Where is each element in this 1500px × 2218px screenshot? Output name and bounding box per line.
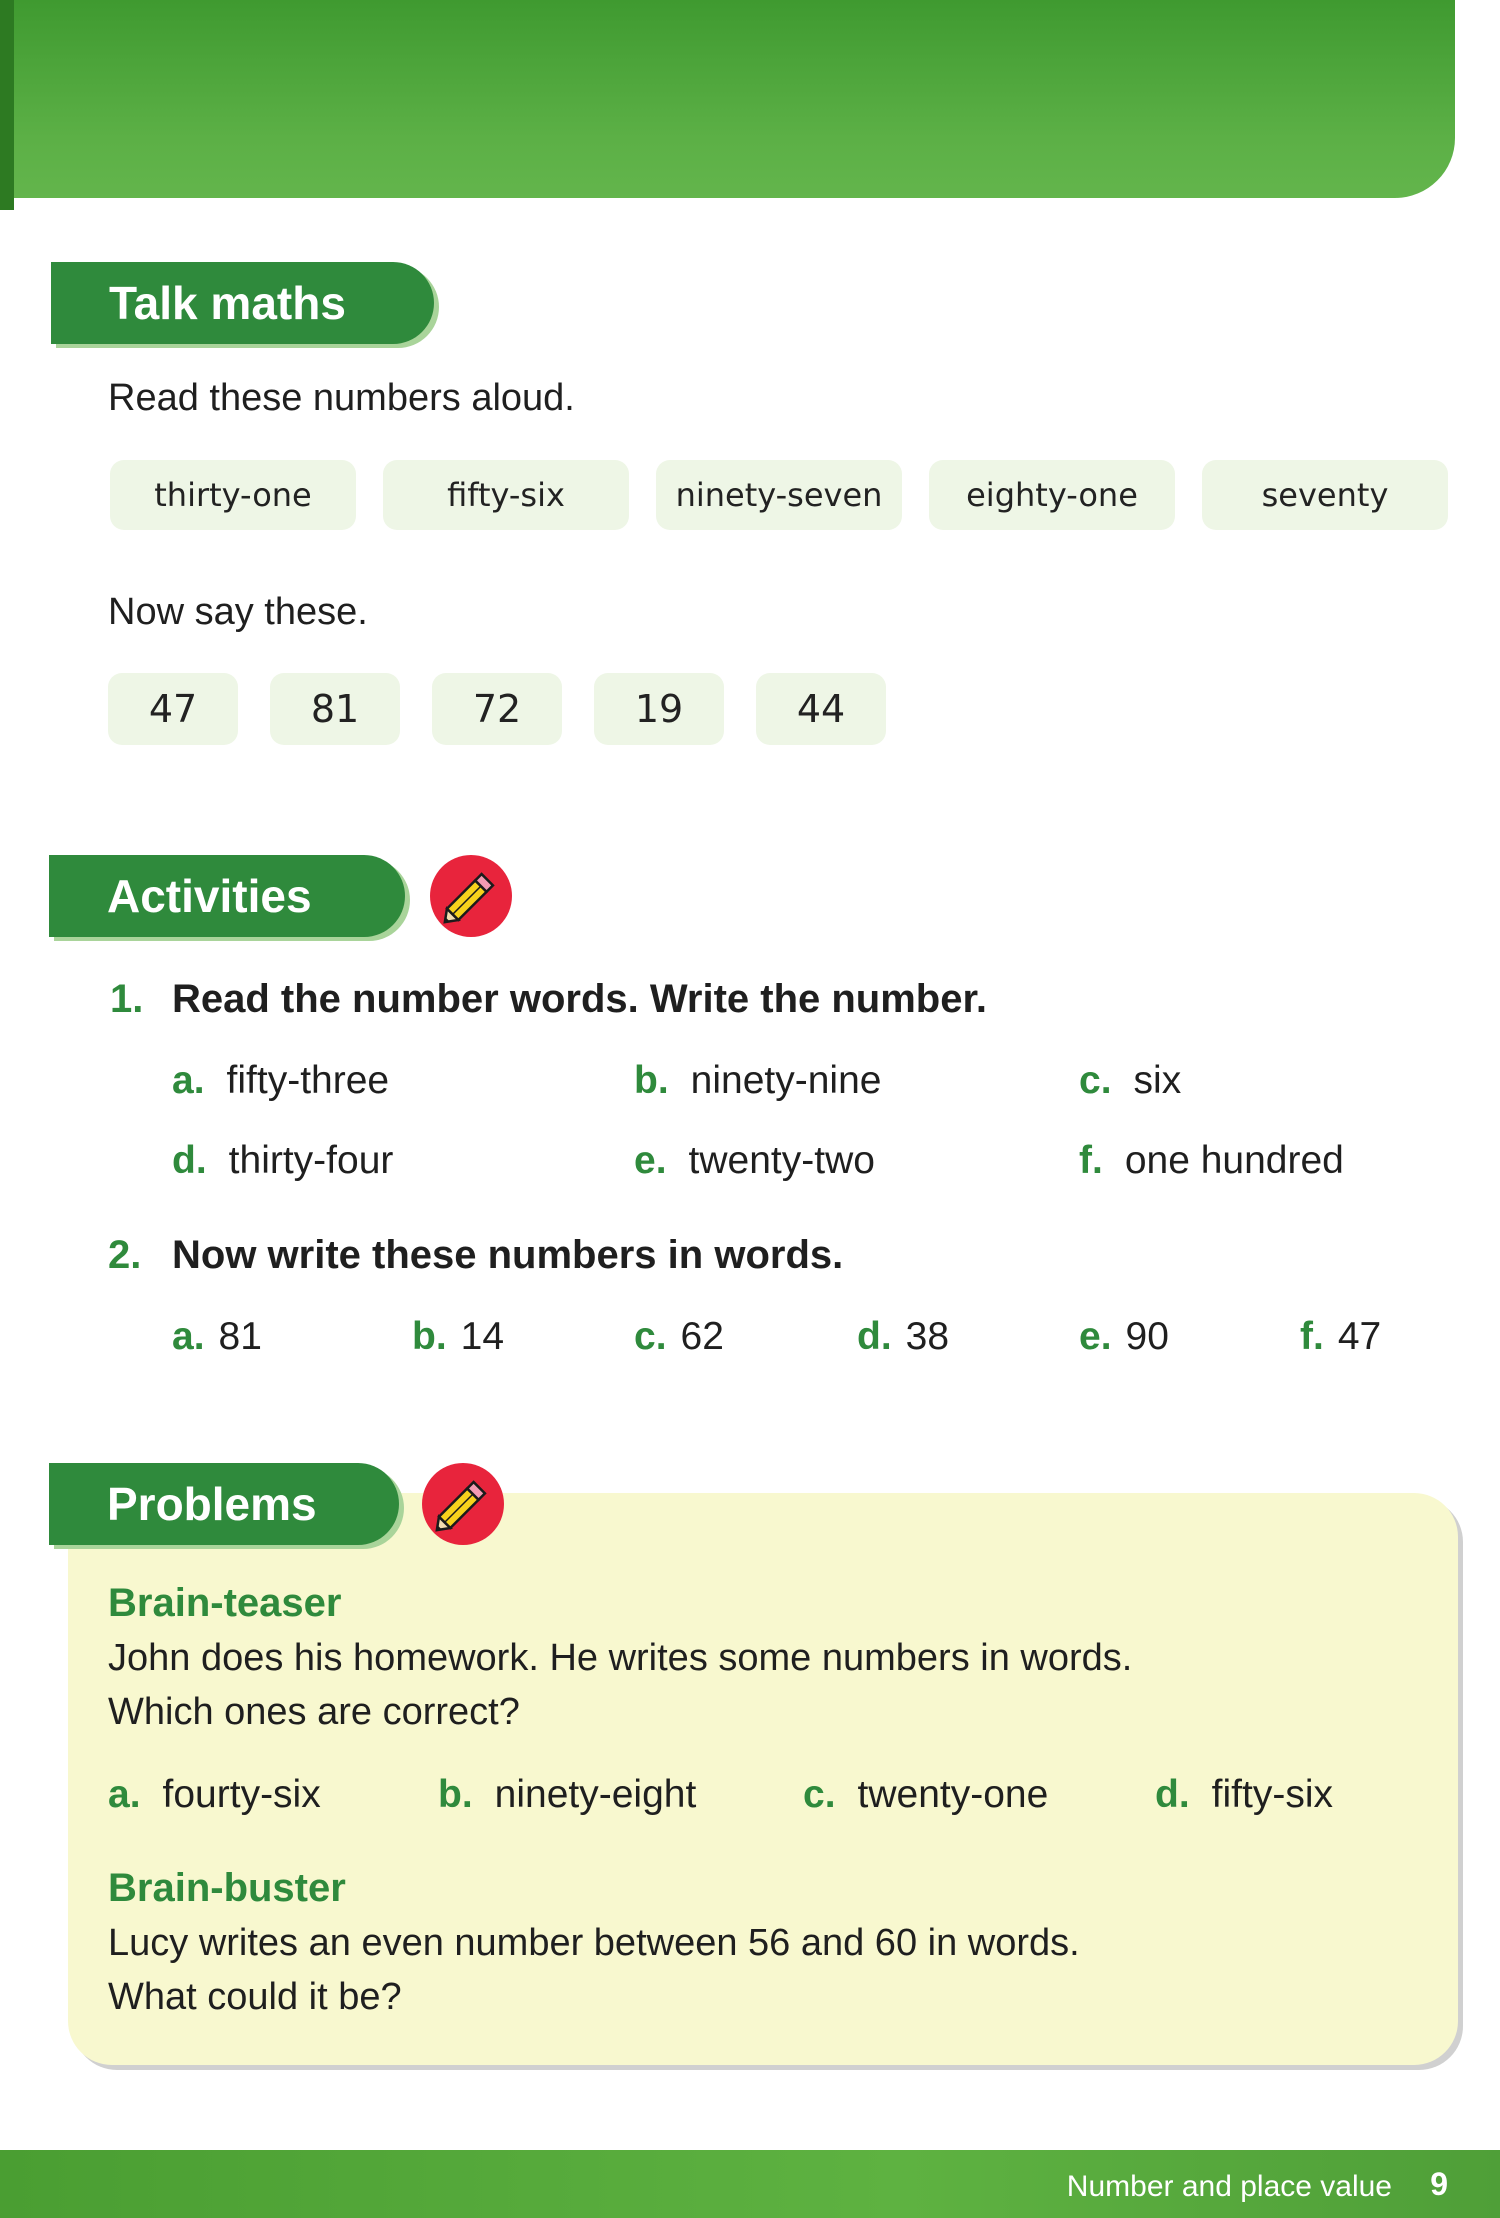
brain-teaser-title: Brain-teaser — [108, 1581, 342, 1625]
number-card: 19 — [594, 673, 724, 745]
word-card: seventy — [1202, 460, 1448, 530]
say-these-instruction: Now say these. — [108, 591, 368, 633]
talk-maths-instruction: Read these numbers aloud. — [108, 377, 575, 419]
item-letter: e. — [634, 1139, 667, 1182]
option-letter: c. — [803, 1773, 836, 1816]
brain-buster-title: Brain-buster — [108, 1866, 346, 1910]
problems-heading: Problems — [49, 1463, 399, 1545]
item-text: 47 — [1337, 1315, 1382, 1358]
item-text: twenty-two — [688, 1139, 875, 1182]
q2-item — [634, 1315, 724, 1359]
option-letter: a. — [108, 1773, 141, 1816]
q2-item — [1300, 1315, 1381, 1359]
q2-item — [857, 1315, 949, 1359]
q1-item — [1079, 1059, 1181, 1103]
brain-teaser-option — [803, 1773, 1048, 1817]
item-text: 62 — [680, 1315, 724, 1358]
item-text: one hundred — [1124, 1139, 1344, 1182]
number-card: 47 — [108, 673, 238, 745]
option-text: fifty-six — [1211, 1773, 1333, 1816]
option-text: twenty-one — [857, 1773, 1049, 1816]
q2-item — [172, 1315, 262, 1359]
option-text: ninety-eight — [494, 1773, 697, 1816]
item-letter: a. — [172, 1315, 205, 1358]
option-letter: d. — [1155, 1773, 1190, 1816]
brain-teaser-line: John does his homework. He writes some numbers in words. — [108, 1637, 1133, 1679]
item-text: 14 — [460, 1315, 505, 1358]
item-text: ninety-nine — [690, 1059, 882, 1102]
brain-teaser-option — [1155, 1773, 1333, 1817]
q1-item — [634, 1059, 881, 1103]
item-letter: a. — [172, 1059, 205, 1102]
number-card: 81 — [270, 673, 400, 745]
pencil-icon — [430, 855, 512, 937]
item-letter: f. — [1079, 1139, 1103, 1182]
header-band — [0, 0, 1455, 198]
question-1-number: 1. — [110, 977, 144, 1021]
q1-item — [1079, 1139, 1344, 1183]
brain-buster-line: Lucy writes an even number between 56 and 60 in words. — [108, 1922, 1080, 1964]
item-letter: e. — [1079, 1315, 1112, 1358]
q2-item — [1079, 1315, 1169, 1359]
option-letter: b. — [438, 1773, 473, 1816]
item-text: thirty-four — [228, 1139, 394, 1182]
brain-teaser-option — [438, 1773, 696, 1817]
number-card: 72 — [432, 673, 562, 745]
brain-buster-line: What could it be? — [108, 1976, 402, 2018]
item-letter: f. — [1300, 1315, 1324, 1358]
item-text: 81 — [218, 1315, 262, 1358]
q1-item — [172, 1139, 393, 1183]
brain-teaser-line: Which ones are correct? — [108, 1691, 520, 1733]
q1-item — [634, 1139, 875, 1183]
word-card: fifty-six — [383, 460, 629, 530]
item-letter: c. — [1079, 1059, 1112, 1102]
item-text: 38 — [905, 1315, 950, 1358]
item-text: six — [1133, 1059, 1182, 1102]
item-text: fifty-three — [226, 1059, 390, 1102]
activities-heading: Activities — [49, 855, 405, 937]
item-letter: b. — [634, 1059, 669, 1102]
word-card: ninety-seven — [656, 460, 902, 530]
question-2-text: Now write these numbers in words. — [172, 1233, 844, 1277]
word-card: eighty-one — [929, 460, 1175, 530]
item-letter: c. — [634, 1315, 667, 1358]
brain-teaser-option — [108, 1773, 321, 1817]
item-letter: b. — [412, 1315, 447, 1358]
item-letter: d. — [172, 1139, 207, 1182]
pencil-icon — [422, 1463, 504, 1545]
talk-maths-heading: Talk maths — [51, 262, 434, 344]
item-text: 90 — [1125, 1315, 1169, 1358]
option-text: fourty-six — [162, 1773, 321, 1816]
question-2-number: 2. — [108, 1233, 142, 1277]
footer-section-label: Number and place value — [1066, 2170, 1392, 2203]
item-letter: d. — [857, 1315, 892, 1358]
q1-item — [172, 1059, 389, 1103]
question-1-text: Read the number words. Write the number. — [172, 977, 987, 1021]
q2-item — [412, 1315, 504, 1359]
word-card: thirty-one — [110, 460, 356, 530]
page-number: 9 — [1430, 2166, 1448, 2202]
number-card: 44 — [756, 673, 886, 745]
